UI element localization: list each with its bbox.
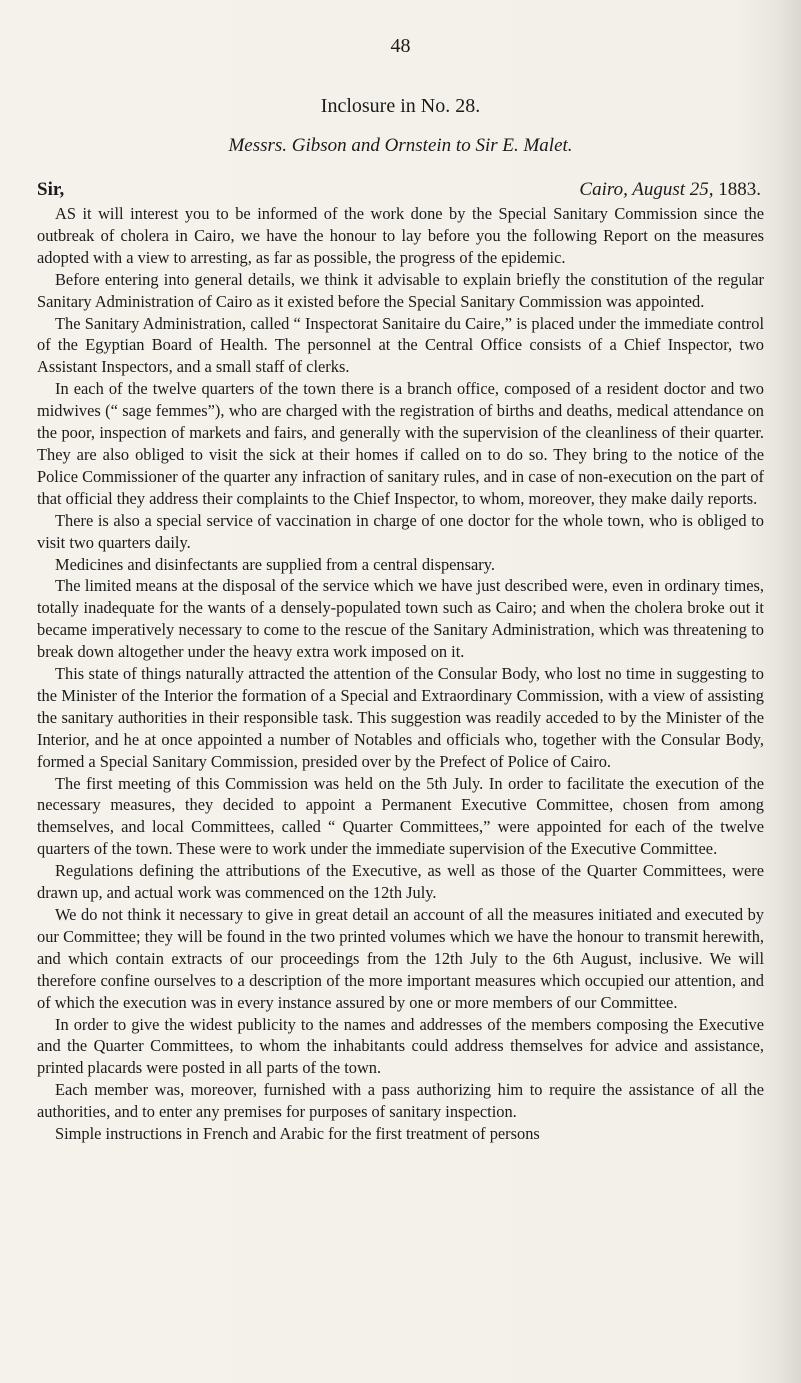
inclosure-heading: Inclosure in No. 28. [320,95,481,117]
body-paragraph: The first meeting of this Commission was held on the 5th July. In order to facilitate the execution of the necessary measures, they decided to appoint a Permanent Executive Committee, chosen from among themselves, and local Committees, called “ Quarter Committees,” were appointed for each of the twelve quarters of the town. These were to work under the immediate supervision of the Executive Committee. [37,773,764,859]
body-paragraph: Simple instructions in French and Arabic for the first treatment of persons [55,1124,540,1144]
place-date [579,178,761,202]
body-paragraph: In each of the twelve quarters of the town there is a branch office, composed of a resident doctor and two midwives (“ sage femmes”), who are charged with the registration of births and deaths, medical attendance on the poor, inspection of markets and fairs, and generally with the supervision of the cleanliness of their quarter. They are also obliged to visit the sick at their homes if called on to do so. They bring to the notice of the Police Commissioner of the quarter any infraction of sanitary rules, and in case of non-execution on the part of that official they address their complaints to the Chief Inspector, to whom, moreover, they make daily reports. [37,379,764,508]
body-paragraph: The limited means at the disposal of the service which we have just described were, even in ordinary times, totally inadequate for the wants of a densely-populated town such as Cairo; and when the cholera broke out it became imperatively necessary to come to the rescue of the Sanitary Administration, which was threatening to break down altogether under the heavy extra work imposed on it. [37,576,764,662]
body-paragraph: The Sanitary Administration, called “ Inspectorat Sanitaire du Caire,” is placed under the immediate control of the Egyptian Board of Health. The personnel at the Central Office consists of a Chief Inspector, two Assistant Inspectors, and a small staff of clerks. [37,313,764,377]
place-date-text: Cairo, August 25, [579,179,714,200]
body-paragraph: AS it will interest you to be informed of the work done by the Special Sanitary Commission since the outbreak of cholera in Cairo, we have the honour to lay before you the following Report on the measures adopted with a view to arresting, as far as possible, the progress of the epidemic. [37,204,764,267]
page-number: 48 [390,35,411,57]
letter-subtitle: Messrs. Gibson and Ornstein to Sir E. Malet. [228,135,573,156]
body-paragraph: Regulations defining the attributions of the Executive, as well as those of the Quarter Committees, were drawn up, and actual work was commenced on the 12th July. [37,861,764,903]
body-paragraph: This state of things naturally attracted the attention of the Consular Body, who lost no time in suggesting to the Minister of the Interior the formation of a Special and Extraordinary Commission, with a view of assisting the sanitary authorities in their responsible task. This suggestion was readily acceded to by the Minister of the Interior, and he at once appointed a number of Notables and officials who, together with the Consular Body, formed a Special Sanitary Commission, presided over by the Prefect of Police of Cairo. [37,664,764,771]
body-paragraph: In order to give the widest publicity to the names and addresses of the members composing the Executive and the Quarter Committees, to whom the inhabitants could address themselves for advice and assistance, printed placards were posted in all parts of the town. [37,1014,764,1078]
body-paragraph: Before entering into general details, we think it advisable to explain briefly the constitution of the regular Sanitary Administration of Cairo as it existed before the Special Sanitary Commission was appointed. [37,269,764,311]
letter-body [37,203,764,1145]
salutation-row [37,178,764,202]
body-paragraph: Each member was, moreover, furnished with a pass authorizing him to require the assistance of all the authorities, and to enter any premises for purposes of sanitary inspection. [37,1080,764,1122]
body-paragraph: We do not think it necessary to give in great detail an account of all the measures initiated and executed by our Committee; they will be found in the two printed volumes which we have the honour to transmit herewith, and which contain extracts of our proceedings from the 12th July to the 6th August, inclusive. We will therefore confine ourselves to a description of the more important measures which occupied our attention, and of which the execution was in every instance assured by one or more members of our Committee. [37,905,764,1012]
salutation-greeting: Sir, [37,179,65,200]
place-date-year: 1883. [718,179,761,200]
body-paragraph: Medicines and disinfectants are supplied from a central dispensary. [55,554,495,574]
body-paragraph: There is also a special service of vaccination in charge of one doctor for the whole town, who is obliged to visit two quarters daily. [37,510,764,552]
